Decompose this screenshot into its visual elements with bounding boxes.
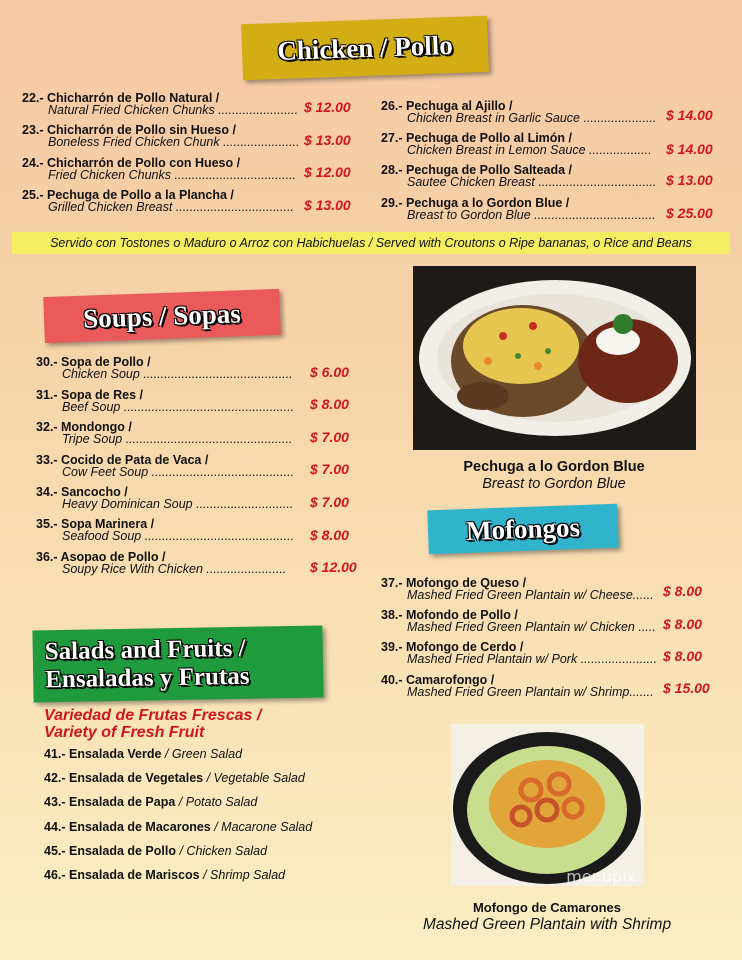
item-english: Tripe Soup ................................................ [62,432,293,446]
item-spanish: 29.- Pechuga a lo Gordon Blue / [381,196,570,210]
menu-item [22,92,298,116]
item-price: $ 8.00 [310,396,349,412]
salad-english: / Vegetable Salad [203,771,305,785]
item-english: Sautee Chicken Breast .................................. [407,175,657,189]
item-price: $ 7.00 [310,494,349,510]
menu-item [36,421,292,445]
caption-english: Mashed Green Plantain with Shrimp [422,916,672,933]
salad-item [44,844,267,858]
item-english: Chicken Breast in Lemon Sauce .................. [407,143,652,157]
item-spanish: 40.- Camarofongo / [381,673,495,687]
salad-spanish: 43.- Ensalada de Papa [44,795,176,809]
menu-item [381,577,654,601]
gordon-blue-photo [413,266,696,450]
item-spanish: 30.- Sopa de Pollo / [36,355,151,369]
salad-spanish: 44.- Ensalada de Macarones [44,820,211,834]
item-spanish: 36.- Asopao de Pollo / [36,550,166,564]
item-spanish: 38.- Mofondo de Pollo / [381,608,518,622]
item-price: $ 13.00 [304,197,351,213]
served-with-note: Servido con Tostones o Maduro o Arroz con Habichuelas / Served with Croutons o Ripe bananas, o Rice and Beans [12,232,730,254]
item-price: $ 13.00 [304,132,351,148]
salad-english: / Potato Salad [175,795,258,809]
item-price: $ 8.00 [310,527,349,543]
item-spanish: 25.- Pechuga de Pollo a la Plancha / [22,188,234,202]
salad-english: / Chicken Salad [176,844,268,858]
item-english: Heavy Dominican Soup ............................ [62,497,294,511]
fresh-fruit-line2: Variety of Fresh Fruit [44,724,205,741]
item-english: Chicken Soup ........................................... [62,367,293,381]
item-price: $ 12.00 [304,99,351,115]
item-english: Grilled Chicken Breast .................................. [48,200,294,214]
item-english: Mashed Fried Green Plantain w/ Cheese...... [407,588,654,602]
menu-item [381,674,654,698]
salad-spanish: 42.- Ensalada de Vegetales [44,771,204,785]
menu-item [22,124,300,148]
fresh-fruit-heading [44,707,261,741]
salad-spanish: 46.- Ensalada de Mariscos [44,868,200,882]
item-english: Soupy Rice With Chicken ....................... [62,562,287,576]
item-price: $ 12.00 [310,559,357,575]
menu-item [381,100,656,124]
menu-item [22,189,294,213]
item-english: Beef Soup ................................................. [62,400,295,414]
item-spanish: 22.- Chicharrón de Pollo Natural / [22,91,220,105]
item-spanish: 23.- Chicharrón de Pollo sin Hueso / [22,123,236,137]
menu-item [36,486,293,510]
item-spanish: 26.- Pechuga al Ajillo / [381,99,513,113]
salads-banner-line1: Salads and Fruits / [44,634,246,666]
salad-item [44,868,285,882]
item-price: $ 7.00 [310,461,349,477]
menu-item [381,197,656,221]
menupix-watermark: menupix [566,867,636,886]
item-english: Seafood Soup ........................................... [62,529,295,543]
mofongos-banner [427,504,618,555]
item-spanish: 32.- Mondongo / [36,420,132,434]
menu-item [36,389,294,413]
item-spanish: 35.- Sopa Marinera / [36,517,155,531]
menu-item [381,132,652,156]
salad-item [44,747,242,761]
item-spanish: 37.- Mofongo de Queso / [381,576,527,590]
menu-item [381,609,656,633]
caption-english: Breast to Gordon Blue [482,476,626,492]
item-spanish: 34.- Sancocho / [36,485,128,499]
item-english: Breast to Gordon Blue ................................... [407,208,656,222]
salad-spanish: 45.- Ensalada de Pollo [44,844,176,858]
gordon-blue-caption [418,459,690,493]
salad-english: / Green Salad [161,747,243,761]
item-price: $ 12.00 [304,164,351,180]
item-price: $ 13.00 [666,172,713,188]
item-english: Mashed Fried Plantain w/ Pork ...................... [407,652,658,666]
item-price: $ 6.00 [310,364,349,380]
menu-item [381,164,656,188]
chicken-banner-title: Chicken / Pollo [276,29,454,66]
item-english: Boneless Fried Chicken Chunk ...................... [48,135,300,149]
mofongos-banner-title: Mofongos [465,511,581,546]
fresh-fruit-line1: Variedad de Frutas Frescas / [44,707,262,724]
menu-item [36,356,293,380]
camarones-photo [451,724,644,886]
item-english: Chicken Breast in Garlic Sauce ..................... [407,111,657,125]
item-english: Cow Feet Soup ......................................... [62,465,295,479]
salad-spanish: 41.- Ensalada Verde [44,747,162,761]
salad-item [44,820,312,834]
item-spanish: 39.- Mofongo de Cerdo / [381,640,524,654]
salad-item [44,771,305,785]
item-english: Mashed Fried Green Plantain w/ Shrimp....... [407,685,654,699]
item-spanish: 33.- Cocido de Pata de Vaca / [36,453,209,467]
item-price: $ 8.00 [663,583,702,599]
item-spanish: 27.- Pechuga de Pollo al Limón / [381,131,573,145]
item-price: $ 8.00 [663,616,702,632]
caption-spanish: Mofongo de Camarones [472,900,622,915]
item-english: Natural Fried Chicken Chunks ....................... [48,103,299,117]
item-price: $ 14.00 [666,141,713,157]
item-spanish: 24.- Chicharrón de Pollo con Hueso / [22,156,241,170]
menu-item [22,157,296,181]
camarones-plate-image [451,724,644,886]
item-spanish: 28.- Pechuga de Pollo Salteada / [381,163,573,177]
item-price: $ 15.00 [663,680,710,696]
item-spanish: 31.- Sopa de Res / [36,388,143,402]
salad-english: / Macarone Salad [210,820,313,834]
menu-item [381,641,657,665]
item-price: $ 7.00 [310,429,349,445]
salads-banner [32,625,323,702]
menu-item [36,518,294,542]
gordon-blue-plate-image [413,266,696,450]
camarones-caption [402,899,692,933]
caption-spanish: Pechuga a lo Gordon Blue [463,459,645,475]
soups-banner [43,289,280,343]
chicken-banner [241,16,489,81]
item-price: $ 25.00 [666,205,713,221]
soups-banner-title: Soups / Sopas [82,297,242,334]
salad-english: / Shrimp Salad [199,868,286,882]
salad-item [44,795,257,809]
menu-item [36,454,294,478]
menu-item [36,551,286,575]
item-english: Mashed Fried Green Plantain w/ Chicken ..... [407,620,656,634]
item-price: $ 8.00 [663,648,702,664]
item-price: $ 14.00 [666,107,713,123]
item-english: Fried Chicken Chunks ................................... [48,168,296,182]
salads-banner-line2: Ensaladas y Frutas [45,662,250,694]
